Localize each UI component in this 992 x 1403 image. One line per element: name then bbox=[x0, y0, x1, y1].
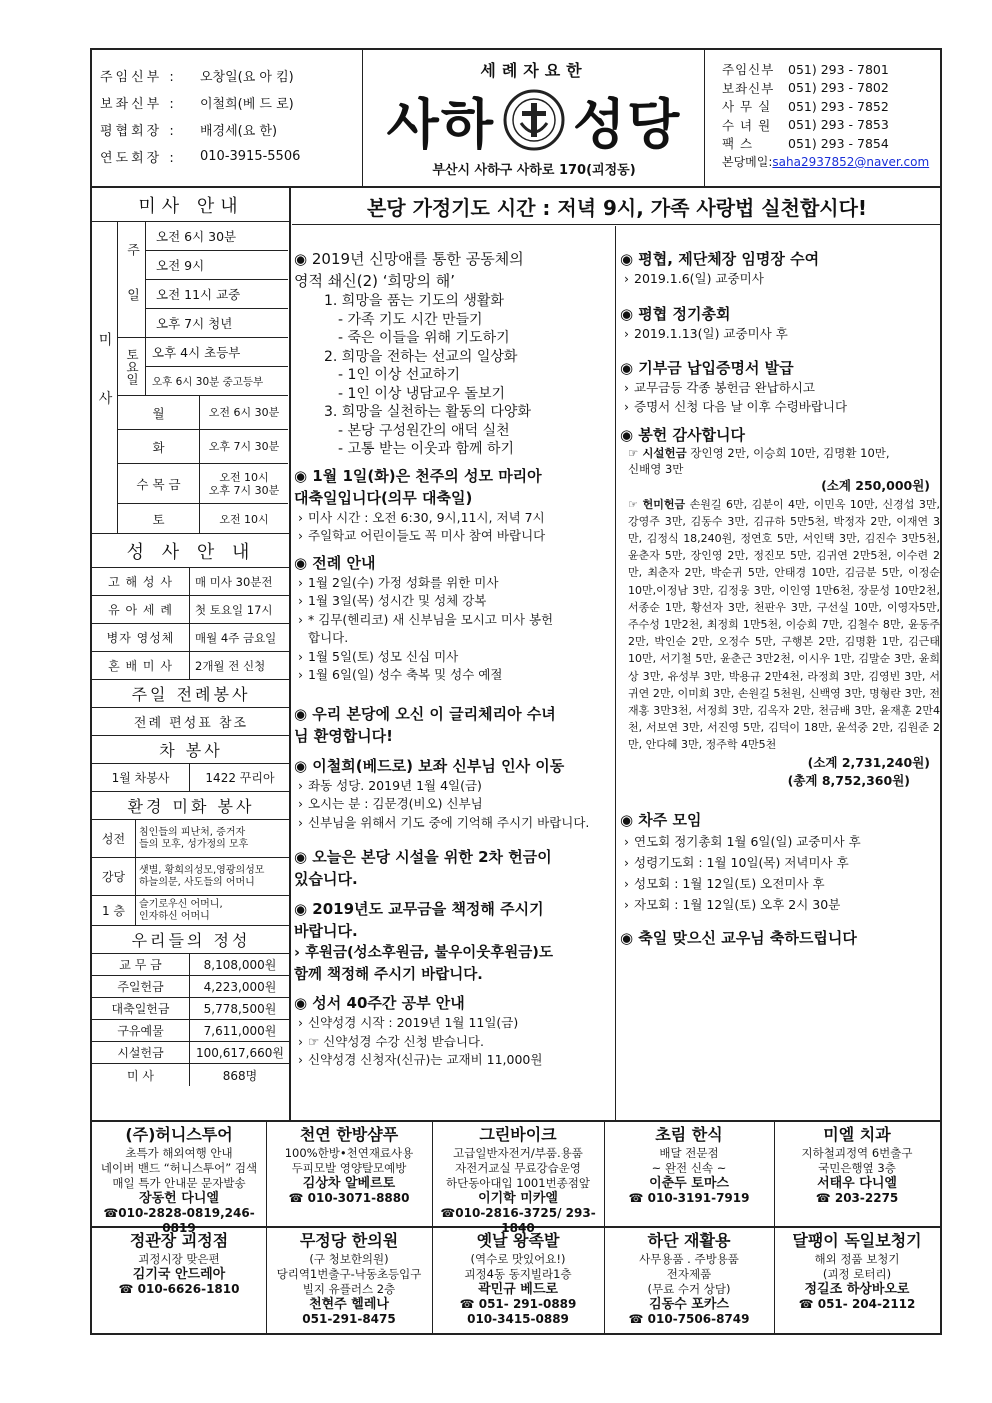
offering-title: 우리들의 정성 bbox=[92, 926, 290, 954]
list-item: - 1인 이상 냉담교우 돌보기 bbox=[338, 385, 505, 402]
list-item: 1. 희망을 품는 기도의 생활화 bbox=[324, 293, 504, 309]
offering-amount: 868명 bbox=[222, 1068, 258, 1083]
offering-row bbox=[92, 976, 290, 998]
env-groups: 샛별, 황희의성모,영광의성모 하늘의문, 사도들의 어머니 bbox=[139, 864, 265, 888]
offering-name: 교 무 금 bbox=[92, 954, 190, 975]
weekday-row bbox=[118, 464, 288, 504]
r2-item: › 2019.1.13(일) 교중미사 후 bbox=[620, 325, 940, 344]
ad-line: 국민은행옆 3층 bbox=[818, 1161, 896, 1175]
env-groups: 침인들의 피난처, 증거자 들의 모후, 성가정의 모후 bbox=[139, 826, 249, 850]
ad-phone: ☎ 203-2275 bbox=[815, 1191, 899, 1205]
weekday-day: 화 bbox=[118, 430, 200, 463]
offering-name: 미 사 bbox=[92, 1064, 190, 1086]
list-item: › * 김무(헨리코) 새 신부님을 모시고 미사 봉헌 합니다. bbox=[294, 611, 614, 648]
sacrament-name: 병자 영성체 bbox=[92, 624, 190, 651]
offering-row bbox=[92, 954, 290, 976]
sacrament-name: 고 해 성 사 bbox=[92, 568, 190, 595]
s7-title: ◉ 2019년도 교무금을 책정해 주시기 바랍니다. bbox=[294, 900, 544, 940]
s5-title: ◉ 이철희(베드로) 보좌 신부님 인사 이동 bbox=[294, 756, 565, 775]
sacrament-row bbox=[92, 624, 290, 652]
r1-title: ◉ 평협, 제단체장 임명장 수여 bbox=[620, 250, 820, 268]
phone-row bbox=[722, 116, 942, 135]
saturday-label: 토요일 bbox=[118, 338, 146, 396]
list-item: - 가족 기도 시간 만들기 bbox=[338, 311, 483, 328]
ad-title: 달팽이 독일보청기 bbox=[792, 1231, 922, 1250]
s8-title: ◉ 성서 40주간 공부 안내 bbox=[294, 994, 465, 1012]
ad-box bbox=[604, 1230, 774, 1327]
sacrament-title: 성 사 안 내 bbox=[92, 534, 290, 568]
env-place: 1 층 bbox=[92, 896, 136, 925]
phone-number: 051) 293 - 7853 bbox=[788, 117, 889, 133]
phone-number: 051) 293 - 7854 bbox=[788, 135, 889, 151]
facility-total: (소계 250,000원) bbox=[821, 478, 930, 493]
ad-box bbox=[774, 1124, 940, 1206]
ad-line: 하단동아대입 1001번종점앞 bbox=[445, 1176, 590, 1190]
ad-title: (주)허니스투어 bbox=[125, 1125, 233, 1144]
phone-number: 051) 293 - 7801 bbox=[788, 61, 889, 77]
ad-line: 배달 전문점 bbox=[659, 1146, 719, 1160]
ad-line: 괴정4동 동지빌라1층 bbox=[464, 1267, 572, 1281]
saturday-mass: 오후 6시 30분 중고등부 bbox=[146, 367, 288, 396]
list-item: › 오시는 분 : 김문경(비오) 신부님 bbox=[294, 795, 614, 814]
staff-role: 연도회장 : bbox=[100, 151, 177, 166]
env-title: 환경 미화 봉사 bbox=[92, 792, 290, 820]
parish-title-block bbox=[364, 58, 704, 178]
list-item: › 미사 시간 : 오전 6:30, 9시,11시, 저녁 7시 bbox=[294, 509, 614, 528]
ad-phone: ☎ 010-3191-7919 bbox=[628, 1191, 750, 1205]
ad-box bbox=[774, 1230, 940, 1312]
staff-name: 010-3915-5506 bbox=[200, 149, 301, 164]
ad-phone: 051-291-8475 bbox=[302, 1312, 396, 1326]
list-item: - 고통 받는 이웃과 함께 하기 bbox=[338, 441, 515, 457]
right-column bbox=[620, 242, 940, 949]
phone-label: 보좌신부 bbox=[722, 80, 775, 96]
env-place: 성전 bbox=[92, 820, 136, 857]
weekday-day: 월 bbox=[118, 396, 200, 429]
ad-title: 초림 한식 bbox=[655, 1125, 723, 1144]
r5-title: ◉ 차주 모임 bbox=[620, 810, 702, 829]
list-item: › 증명서 신청 다음 날 이후 수령바랍니다 bbox=[620, 398, 940, 417]
ad-box bbox=[432, 1230, 604, 1327]
parish-address: 부산시 사하구 사하로 170(괴정동) bbox=[432, 163, 636, 178]
s3-title: ◉ 전례 안내 bbox=[294, 553, 376, 572]
sunday-label: 주 일 bbox=[118, 222, 146, 338]
ad-title: 무정당 한의원 bbox=[299, 1231, 399, 1250]
offering-name: 대축일헌금 bbox=[92, 998, 190, 1019]
liturgy-title: 주일 전례봉사 bbox=[92, 680, 290, 708]
staff-name: 이철희(베 드 로) bbox=[200, 97, 294, 112]
weekday-day: 토 bbox=[118, 504, 200, 534]
env-groups: 슬기로우신 어머니, 인자하신 어머니 bbox=[139, 898, 223, 922]
offering-name: 시설헌금 bbox=[92, 1042, 190, 1063]
s1-title: ◉ 2019년 신망애를 통한 공동체의 영적 쇄신(2) ‘희망의 해’ bbox=[294, 250, 524, 290]
phone-label: 수 녀 원 bbox=[722, 117, 772, 133]
offering-amount: 4,223,000원 bbox=[203, 980, 277, 994]
ad-line: 빌지 유플러스 2층 bbox=[302, 1282, 396, 1296]
sacrament-time: 2개월 전 신청 bbox=[195, 658, 266, 673]
sunday-mass: 오후 7시 청년 bbox=[146, 309, 288, 338]
list-item: › ☞ 신약성경 수강 신청 받습니다. bbox=[294, 1033, 614, 1052]
offering-row bbox=[92, 1064, 290, 1086]
ad-box bbox=[92, 1230, 266, 1297]
ad-box bbox=[266, 1230, 432, 1327]
ad-line: 고급일반자전거/부품.용품 bbox=[453, 1146, 583, 1160]
sunday-mass: 오전 9시 bbox=[146, 251, 288, 280]
r2-title: ◉ 평협 정기총회 bbox=[620, 304, 731, 323]
offering-name: 주일헌금 bbox=[92, 976, 190, 997]
phone-label: 주임신부 bbox=[722, 62, 775, 78]
list-item: 2. 희망을 전하는 선교의 일상화 bbox=[324, 348, 518, 365]
staff-row bbox=[100, 116, 360, 143]
s2-title: ◉ 1월 1일(화)은 천주의 성모 마리아 대축일입니다(의무 대축일) bbox=[294, 466, 542, 507]
s7-text: › 후원금(성소후원금, 불우이웃후원금)도 함께 책정해 주시기 바랍니다. bbox=[294, 945, 553, 983]
env-row bbox=[92, 896, 290, 926]
sacrament-name: 유 아 세 례 bbox=[92, 596, 190, 623]
ad-box bbox=[92, 1124, 266, 1236]
staff-name: 배경세(요 한) bbox=[200, 124, 278, 139]
weekday-time: 오후 7시 30분 bbox=[208, 440, 280, 453]
ad-line: 해외 정품 보청기 bbox=[814, 1252, 900, 1266]
ad-contact-name: 장동헌 다니엘 bbox=[139, 1191, 219, 1206]
staff-role: 평협회장 : bbox=[100, 124, 177, 139]
ad-phone: ☎ 051- 204-2112 bbox=[798, 1297, 916, 1311]
phone-row bbox=[722, 134, 942, 153]
s6-title: ◉ 오늘은 본당 시설을 위한 2차 헌금이 있습니다. bbox=[294, 848, 552, 888]
ad-box bbox=[432, 1124, 604, 1236]
offering-name: 구유예물 bbox=[92, 1020, 190, 1041]
list-item: › 주일학교 어린이들도 꼭 미사 참여 바랍니다 bbox=[294, 527, 614, 546]
list-item: - 본당 구성원간의 애덕 실천 bbox=[338, 422, 510, 439]
sacrament-row bbox=[92, 652, 290, 680]
sacrament-time: 매월 4주 금요일 bbox=[195, 630, 277, 645]
mass-side-label: 미 사 bbox=[92, 222, 118, 534]
list-item: - 죽은 이들을 위해 기도하기 bbox=[338, 330, 510, 346]
staff-role: 주임신부 : bbox=[100, 70, 177, 85]
r1-item: › 2019.1.6(일) 교중미사 bbox=[620, 270, 940, 289]
ad-contact-name: 이춘두 토마스 bbox=[649, 1176, 729, 1191]
phone-row bbox=[722, 60, 942, 79]
staff-name: 오창일(요 아 킴) bbox=[200, 70, 294, 85]
sacrament-row bbox=[92, 568, 290, 596]
phone-number: 051) 293 - 7802 bbox=[788, 80, 889, 96]
staff-row bbox=[100, 62, 360, 89]
sunday-mass: 오전 11시 교중 bbox=[146, 280, 288, 309]
sacrament-name: 혼 배 미 사 bbox=[92, 652, 190, 679]
phone-label: 팩 스 bbox=[722, 136, 754, 152]
email-label: 본당메일: bbox=[722, 155, 773, 170]
ad-line: 자전거교실 무료강습운영 bbox=[455, 1161, 581, 1175]
ad-line: (무료 수거 상담) bbox=[647, 1282, 731, 1296]
ad-phone: ☎ 010-7506-8749 bbox=[628, 1312, 750, 1326]
mass-title: 미사 안내 bbox=[92, 188, 290, 222]
title-left: 사하 bbox=[386, 92, 495, 156]
env-row bbox=[92, 820, 290, 858]
grand-total: (총계 8,752,360원) bbox=[787, 773, 910, 789]
sunday-mass: 오전 6시 30분 bbox=[146, 222, 288, 251]
list-item: › 신약성경 시작 : 2019년 1월 11일(금) bbox=[294, 1014, 614, 1033]
weekday-row bbox=[118, 396, 288, 430]
ad-contact-name: 서태우 다니엘 bbox=[817, 1176, 897, 1191]
ad-line: 매일 특가 안내문 문자발송 bbox=[112, 1176, 246, 1190]
other-total: (소계 2,731,240원) bbox=[807, 754, 930, 770]
staff-role: 보좌신부 : bbox=[100, 97, 177, 112]
offering-amount: 100,617,660원 bbox=[196, 1046, 284, 1060]
ad-title: 미엘 치과 bbox=[823, 1125, 891, 1144]
ad-phone: ☎ 051- 291-0889 010-3415-0889 bbox=[459, 1297, 577, 1326]
list-item: › 연도회 정기총회 1월 6일(일) 교중미사 후 bbox=[620, 831, 940, 852]
other-label: ☞ 헌미헌금 bbox=[628, 497, 686, 511]
list-item: › 1월 5일(토) 성모 신심 미사 bbox=[294, 648, 614, 667]
bulletin-frame bbox=[90, 48, 942, 1335]
left-column bbox=[92, 188, 290, 1086]
phone-number: 051) 293 - 7852 bbox=[788, 98, 889, 114]
list-item: › 교무금등 각종 봉헌금 완납하시고 bbox=[620, 379, 940, 398]
offering-amount: 5,778,500원 bbox=[203, 1002, 277, 1016]
ad-line: (구 청보한의원) bbox=[309, 1252, 389, 1266]
ad-line: 전자제품 bbox=[666, 1267, 712, 1281]
ad-contact-name: 김상차 알베르토 bbox=[302, 1176, 396, 1191]
ad-line: 당리역1번출구-낙동초등입구 bbox=[276, 1267, 422, 1281]
headline: 본당 가정기도 시간 : 저녁 9시, 가족 사랑법 실천합시다! bbox=[292, 188, 942, 225]
facility-label: ☞ 시설헌금 bbox=[628, 446, 687, 460]
staff-row bbox=[100, 143, 360, 170]
phone-row bbox=[722, 79, 942, 98]
ad-line: 네이버 밴드 “허니스투어” 검색 bbox=[100, 1161, 258, 1175]
weekday-time: 오전 10시 bbox=[219, 512, 269, 526]
sacrament-time: 첫 토요일 17시 bbox=[195, 602, 273, 617]
ad-line: 두피모발 영양탈모예방 bbox=[291, 1161, 407, 1175]
facility-text: 장인영 2만, 이승희 10만, 김명환 10만, 신배영 3만 bbox=[628, 446, 890, 476]
ad-phone: ☎ 010-6626-1810 bbox=[118, 1282, 240, 1296]
phone-row bbox=[722, 97, 942, 116]
offering-row bbox=[92, 998, 290, 1020]
weekday-row bbox=[118, 504, 288, 534]
weekday-time: 오전 6시 30분 bbox=[208, 406, 280, 419]
title-right: 성당 bbox=[573, 92, 682, 156]
ad-contact-name: 김기국 안드레아 bbox=[132, 1267, 226, 1282]
ad-title: 천연 한방샴푸 bbox=[299, 1125, 399, 1144]
ad-contact-name: 김동수 포카스 bbox=[649, 1297, 729, 1312]
middle-column bbox=[294, 242, 614, 1070]
offering-row bbox=[92, 1020, 290, 1042]
list-item: › 자모회 : 1월 12일(토) 오후 2시 30분 bbox=[620, 894, 940, 915]
sacrament-time: 매 미사 30분전 bbox=[195, 574, 273, 589]
weekday-day: 수 목 금 bbox=[118, 464, 200, 503]
ad-contact-name: 천현주 헬레나 bbox=[309, 1297, 389, 1312]
list-item: - 1인 이상 선교하기 bbox=[338, 367, 460, 383]
weekday-time: 오전 10시 오후 7시 30분 bbox=[208, 470, 280, 497]
r6-title: ◉ 축일 맞으신 교우님 축하드립니다 bbox=[620, 928, 857, 947]
ad-box bbox=[604, 1124, 774, 1206]
other-text: 손원길 6만, 김분이 4만, 이민옥 10만, 신경섭 3만, 강영주 3만, 김동수 3만, 김규하 5만5천, 박정자 2만, 이재연 3만, 김정식 18,240원, 정연호 5만, 서인택 3만, 김진수 3만5천, 윤춘자 5만, 장인영 2만, 정진모 5만, 김귀연 2만5천, 이수련 2만, 최춘자 2만, 박순귀 5만, 안태경 10만, 김금분 5만, 이정순 10만,이정남 3만, 김정웅 3만, 이인영 1만6천, 장문성 10만2천, 서종순 1만, 황선자 3만, 천판우 3만, 구선실 10만, 이영자5만, 주수성 1만2천, 최정희 1만5천, 이승희 7만, 김철수 8만, 윤동주 2만, 박인순 2만, 오정수 5만, 구행본 2만, 김명환 1만, 김근태 10만, 서기철 5만, 윤춘근 3만2천, 이시우 1만, 김말순 3만, 윤희상 3만, 유성부 3만, 박용규 2만4천, 라정희 3만, 김영빈 3만, 서귀연 2만, 이미희 3만, 손원길 5천원, 신백영 3만, 명형란 3만, 전재홍 3만3천, 서정희 3만, 김옥자 2만, 천금배 3만, 윤재훈 2만4천, 서보연 3만, 서진영 5만, 김덕이 18만, 윤석중 2만, 김원준 2만, 안다혜 3만, 정주학 4만5천 bbox=[628, 497, 940, 752]
list-item: › 신약성경 신청자(신규)는 교재비 11,000원 bbox=[294, 1051, 614, 1070]
r4-title: ◉ 봉헌 감사합니다 bbox=[620, 426, 745, 444]
car-key: 1월 차봉사 bbox=[92, 764, 190, 791]
offering-amount: 8,108,000원 bbox=[203, 958, 277, 972]
ad-title: 하단 재활용 bbox=[647, 1231, 731, 1250]
list-item: › 좌동 성당. 2019년 1월 4일(금) bbox=[294, 777, 614, 796]
mass-table bbox=[92, 222, 290, 534]
ad-title: 정관장 괴정점 bbox=[129, 1231, 229, 1250]
staff-list bbox=[100, 62, 360, 170]
ad-phone: ☎ 010-3071-8880 bbox=[288, 1191, 410, 1205]
car-value: 1422 꾸리아 bbox=[205, 771, 275, 785]
phone-list bbox=[722, 60, 942, 171]
list-item: › 신부님을 위해서 기도 중에 기억해 주시기 바랍니다. bbox=[294, 814, 614, 833]
ad-line: ~ 완전 신속 ~ bbox=[651, 1161, 727, 1175]
list-item: › 1월 3일(목) 성시간 및 성체 강복 bbox=[294, 592, 614, 611]
env-place: 강당 bbox=[92, 858, 136, 895]
ad-line: 초특가 해외여행 안내 bbox=[125, 1146, 233, 1160]
ad-title: 옛날 왕족발 bbox=[476, 1231, 560, 1250]
sacrament-row bbox=[92, 596, 290, 624]
list-item: › 성모회 : 1월 12일(토) 오전미사 후 bbox=[620, 873, 940, 894]
weekday-row bbox=[118, 430, 288, 464]
staff-row bbox=[100, 89, 360, 116]
phone-label: 사 무 실 bbox=[722, 99, 772, 115]
list-item: › 1월 2일(수) 가정 성화를 위한 미사 bbox=[294, 574, 614, 593]
ad-contact-name: 정길조 하상바오로 bbox=[804, 1282, 910, 1297]
parish-subtitle: 세례자요한 bbox=[480, 61, 588, 80]
ad-line: 지하철괴정역 6번출구 bbox=[801, 1146, 913, 1160]
list-item: › 성령기도회 : 1월 10일(목) 저녁미사 후 bbox=[620, 852, 940, 873]
ad-title: 그린바이크 bbox=[479, 1125, 557, 1144]
offering-amount: 7,611,000원 bbox=[203, 1024, 277, 1038]
ad-line: 사무용품 . 주방용품 bbox=[639, 1252, 739, 1266]
ad-phone: ☎010-2828-0819,246-0819 bbox=[103, 1206, 255, 1235]
email-link[interactable]: saha2937852@naver.com bbox=[772, 154, 930, 169]
list-item: › 1월 6일(일) 성수 축복 및 성수 예절 bbox=[294, 666, 614, 685]
ad-contact-name: 곽민규 베드로 bbox=[478, 1282, 558, 1297]
ad-line: (괴정 로터리) bbox=[822, 1267, 892, 1281]
ad-phone: ☎010-2816-3725/ 293-1840 bbox=[440, 1206, 596, 1235]
ad-line: (역수로 맛있어요!) bbox=[470, 1252, 566, 1266]
liturgy-text: 전례 편성표 참조 bbox=[92, 708, 290, 736]
saturday-mass: 오후 4시 초등부 bbox=[146, 338, 288, 367]
church-emblem-icon bbox=[503, 89, 565, 151]
ad-line: 괴정시장 맞은편 bbox=[138, 1252, 220, 1266]
ad-line: 100%한방•천연재료사용 bbox=[284, 1146, 414, 1160]
r3-title: ◉ 기부금 납입증명서 발급 bbox=[620, 359, 794, 377]
offering-row bbox=[92, 1042, 290, 1064]
list-item: 3. 희망을 실천하는 활동의 다양화 bbox=[324, 404, 531, 420]
ad-contact-name: 이기학 미카엘 bbox=[478, 1191, 558, 1206]
car-title: 차 봉사 bbox=[92, 736, 290, 764]
s4-title: ◉ 우리 본당에 오신 이 글리체리아 수녀 님 환영합니다! bbox=[294, 704, 556, 745]
ad-box bbox=[266, 1124, 432, 1206]
env-row bbox=[92, 858, 290, 896]
